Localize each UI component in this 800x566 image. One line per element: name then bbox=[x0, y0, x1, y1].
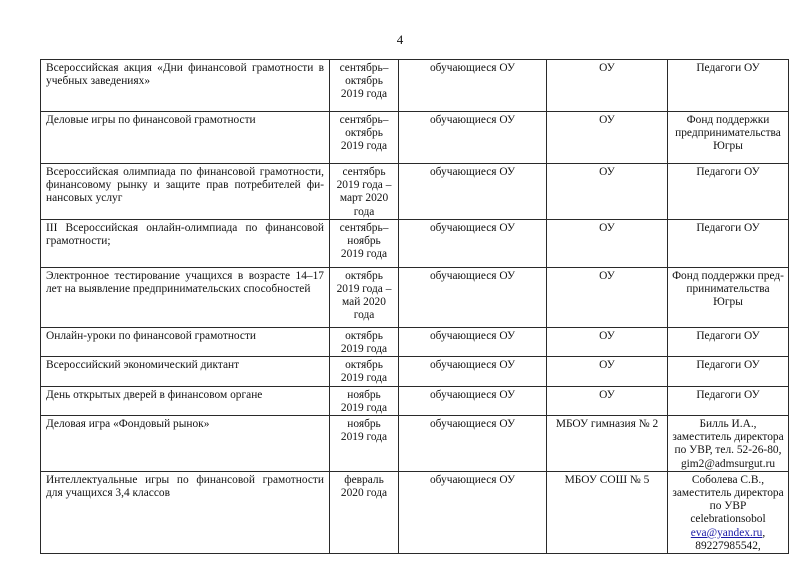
responsible-cell: Педагоги ОУ bbox=[668, 386, 789, 415]
participants-cell: обучающиеся ОУ bbox=[399, 164, 547, 220]
date-cell: сентябрь 2019 года – март 2020 года bbox=[330, 164, 399, 220]
place-cell: ОУ bbox=[547, 386, 668, 415]
table-row bbox=[41, 416, 789, 472]
event-cell: Всероссийская олимпиада по финансовой грамотности, финансовому рынку и защите прав потребителей фи-нансовых услуг bbox=[41, 164, 330, 220]
responsible-cell: Соболева С.В., заместитель директора по УВР celebrationsobol eva@yandex.ru, 89227985542, bbox=[668, 471, 789, 553]
phone-text: 89227985542, bbox=[695, 539, 761, 552]
events-table bbox=[40, 59, 789, 554]
participants-cell: обучающиеся ОУ bbox=[399, 471, 547, 553]
table-row bbox=[41, 267, 789, 327]
place-cell: ОУ bbox=[547, 219, 668, 267]
participants-cell: обучающиеся ОУ bbox=[399, 267, 547, 327]
participants-cell: обучающиеся ОУ bbox=[399, 219, 547, 267]
event-cell: Деловая игра «Фондовый рынок» bbox=[41, 416, 330, 472]
event-cell: Всероссийский экономический диктант bbox=[41, 357, 330, 386]
event-cell: Деловые игры по финансовой грамотности bbox=[41, 112, 330, 164]
responsible-cell: Педагоги ОУ bbox=[668, 60, 789, 112]
date-cell: сентябрь– октябрь 2019 года bbox=[330, 60, 399, 112]
event-cell: Электронное тестирование учащихся в возрасте 14–17 лет на выявление предпринимательских способностей bbox=[41, 267, 330, 327]
email-link[interactable]: eva@yandex.ru bbox=[690, 526, 763, 539]
participants-cell: обучающиеся ОУ bbox=[399, 60, 547, 112]
participants-cell: обучающиеся ОУ bbox=[399, 112, 547, 164]
date-cell: октябрь 2019 года bbox=[330, 357, 399, 386]
participants-cell: обучающиеся ОУ bbox=[399, 416, 547, 472]
table-row bbox=[41, 60, 789, 112]
responsible-cell: Билль И.А., заместитель директора по УВР, тел. 52-26-80, gim2@admsurgut.ru bbox=[668, 416, 789, 472]
date-cell: октябрь 2019 года – май 2020 года bbox=[330, 267, 399, 327]
date-cell: сентябрь– ноябрь 2019 года bbox=[330, 219, 399, 267]
date-cell: октябрь 2019 года bbox=[330, 327, 399, 356]
event-cell: III Всероссийская онлайн-олимпиада по финансовой грамотности; bbox=[41, 219, 330, 267]
table-row bbox=[41, 112, 789, 164]
event-cell: День открытых дверей в финансовом органе bbox=[41, 386, 330, 415]
participants-cell: обучающиеся ОУ bbox=[399, 357, 547, 386]
table-row bbox=[41, 386, 789, 415]
place-cell: ОУ bbox=[547, 60, 668, 112]
date-cell: ноябрь 2019 года bbox=[330, 386, 399, 415]
event-cell: Интеллектуальные игры по финансовой грамотности для учащихся 3,4 классов bbox=[41, 471, 330, 553]
responsible-cell: Педагоги ОУ bbox=[668, 164, 789, 220]
place-cell: ОУ bbox=[547, 112, 668, 164]
responsible-cell: Педагоги ОУ bbox=[668, 357, 789, 386]
responsible-cell: Педагоги ОУ bbox=[668, 327, 789, 356]
responsible-cell: Педагоги ОУ bbox=[668, 219, 789, 267]
place-cell: ОУ bbox=[547, 327, 668, 356]
page-number: 4 bbox=[396, 32, 404, 47]
event-cell: Всероссийская акция «Дни финансовой грамотности в учебных заведениях» bbox=[41, 60, 330, 112]
responsible-cell: Фонд поддержки пред- принимательства Югры bbox=[668, 267, 789, 327]
place-cell: ОУ bbox=[547, 357, 668, 386]
date-cell: ноябрь 2019 года bbox=[330, 416, 399, 472]
place-cell: МБОУ СОШ № 5 bbox=[547, 471, 668, 553]
table-row bbox=[41, 327, 789, 356]
participants-cell: обучающиеся ОУ bbox=[399, 327, 547, 356]
participants-cell: обучающиеся ОУ bbox=[399, 386, 547, 415]
email-text: gim2@admsurgut.ru bbox=[680, 457, 776, 470]
place-cell: МБОУ гимназия № 2 bbox=[547, 416, 668, 472]
responsible-cell: Фонд поддержки предпринимательства Югры bbox=[668, 112, 789, 164]
date-cell: февраль 2020 года bbox=[330, 471, 399, 553]
table-row bbox=[41, 164, 789, 220]
date-cell: сентябрь– октябрь 2019 года bbox=[330, 112, 399, 164]
table-row bbox=[41, 357, 789, 386]
place-cell: ОУ bbox=[547, 164, 668, 220]
event-cell: Онлайн-уроки по финансовой грамотности bbox=[41, 327, 330, 356]
table-row bbox=[41, 219, 789, 267]
table-row bbox=[41, 471, 789, 553]
place-cell: ОУ bbox=[547, 267, 668, 327]
